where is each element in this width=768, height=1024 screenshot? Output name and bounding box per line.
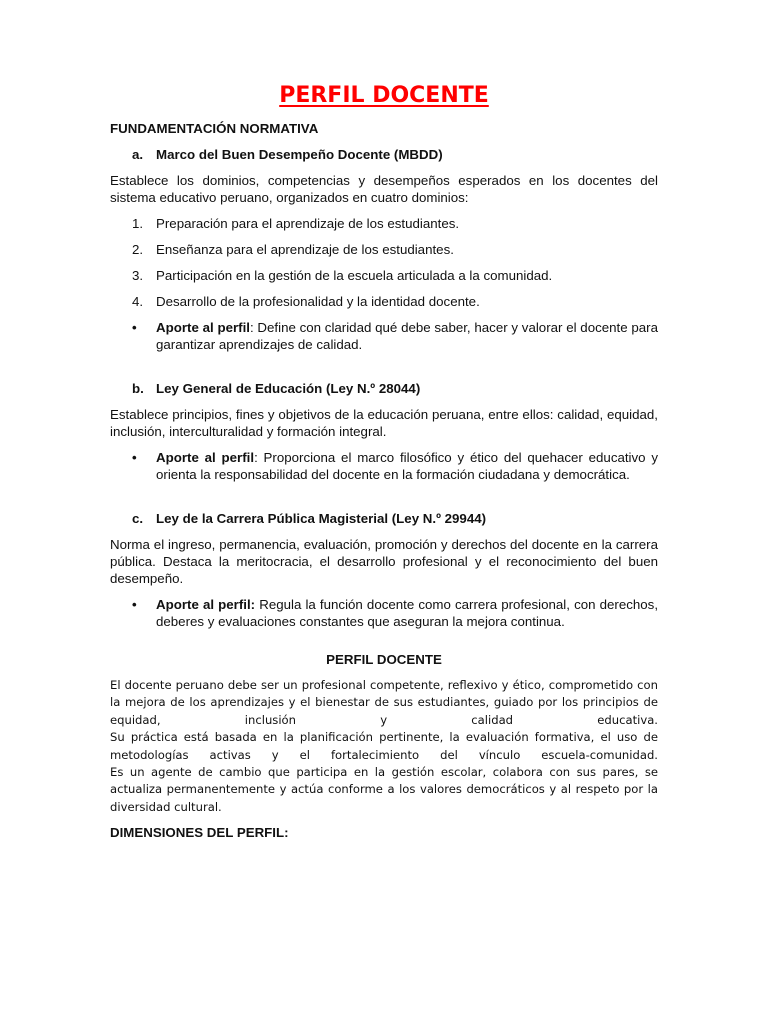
spacer: [110, 492, 658, 510]
list-item: [110, 241, 658, 258]
aporte-text: [156, 319, 658, 353]
section-b-aporte: [110, 449, 658, 483]
section-b-marker: b.: [132, 381, 144, 396]
fundamentacion-heading: FUNDAMENTACIÓN NORMATIVA: [110, 121, 319, 136]
list-item: [110, 293, 658, 310]
aporte-body: Regula la función docente como carrera profesional, con derechos, deberes y evaluaciones constantes que aseguran la mejora continua.: [156, 597, 659, 629]
section-a-aporte: [110, 319, 658, 353]
section-a-heading: [110, 146, 658, 163]
perfil-line: Su práctica está basada en la planificación pertinente, la evaluación formativa, el uso de metodologías activas y el fortalecimiento del vínculo escuela-comunidad.: [110, 730, 658, 762]
list-number: 1.: [132, 216, 144, 231]
bullet-icon: •: [132, 597, 137, 612]
aporte-text: [156, 449, 658, 483]
perfil-line: El docente peruano debe ser un profesional competente, reflexivo y ético, comprometido con la mejora de los aprendizajes y el bienestar de sus estudiantes, guiado por los principios de equidad, inclusión y calidad educativa.: [110, 678, 658, 727]
aporte-body: : Proporciona el marco filosófico y ético del quehacer educativo y orienta la responsabilidad del docente en la formación ciudadana y democrática.: [156, 450, 659, 482]
section-c-aporte: [110, 596, 658, 630]
document-content: [110, 82, 658, 841]
bullet-icon: •: [132, 320, 137, 335]
section-a-text: Establece los dominios, competencias y desempeños esperados en los docentes del sistema educativo peruano, organizados en cuatro dominios:: [110, 173, 658, 205]
document-title: PERFIL DOCENTE: [279, 83, 489, 108]
section-b-title: Ley General de Educación (Ley N.º 28044): [156, 381, 421, 396]
list-item-text: Enseñanza para el aprendizaje de los estudiantes.: [156, 242, 454, 257]
section-b-heading: [110, 380, 658, 397]
section-b-text: Establece principios, fines y objetivos de la educación peruana, entre ellos: calidad, equidad, inclusión, interculturalidad y formación integral.: [110, 407, 658, 439]
dimensiones-heading: DIMENSIONES DEL PERFIL:: [110, 825, 289, 841]
aporte-body: : Define con claridad qué debe saber, hacer y valorar el docente para garantizar aprendizajes de calidad.: [156, 320, 658, 352]
list-item: [110, 215, 658, 232]
section-c-heading: [110, 510, 658, 527]
perfil-paragraph: [110, 677, 658, 816]
aporte-item: [110, 596, 658, 630]
section-c-title: Ley de la Carrera Pública Magisterial (Ley N.º 29944): [156, 511, 487, 526]
list-number: 2.: [132, 242, 144, 257]
section-c-text: Norma el ingreso, permanencia, evaluación, promoción y derechos del docente en la carrera pública. Destaca la meritocracia, el desarrollo profesional y el reconocimiento del buen desempeño.: [110, 537, 658, 586]
aporte-item: [110, 449, 658, 483]
spacer: [110, 362, 658, 380]
list-item-text: Participación en la gestión de la escuela articulada a la comunidad.: [156, 268, 553, 283]
aporte-label: Aporte al perfil:: [156, 597, 256, 612]
aporte-item: [110, 319, 658, 353]
aporte-label: Aporte al perfil: [156, 320, 250, 335]
list-item: [110, 267, 658, 284]
list-item-text: Preparación para el aprendizaje de los estudiantes.: [156, 216, 460, 231]
perfil-line: Es un agente de cambio que participa en la gestión escolar, colabora con sus pares, se actualiza permanentemente y actúa conforme a los valores democráticos y al respeto por la diversidad cultural.: [110, 765, 658, 814]
aporte-text: [156, 596, 658, 630]
list-number: 3.: [132, 268, 144, 283]
list-item-text: Desarrollo de la profesionalidad y la identidad docente.: [156, 294, 480, 309]
section-a-title: Marco del Buen Desempeño Docente (MBDD): [156, 147, 443, 162]
perfil-heading: PERFIL DOCENTE: [326, 652, 442, 667]
section-c-marker: c.: [132, 511, 144, 526]
dominios-list: [110, 215, 658, 310]
list-number: 4.: [132, 294, 144, 309]
section-a-marker: a.: [132, 147, 144, 162]
aporte-label: Aporte al perfil: [156, 450, 255, 465]
bullet-icon: •: [132, 450, 137, 465]
